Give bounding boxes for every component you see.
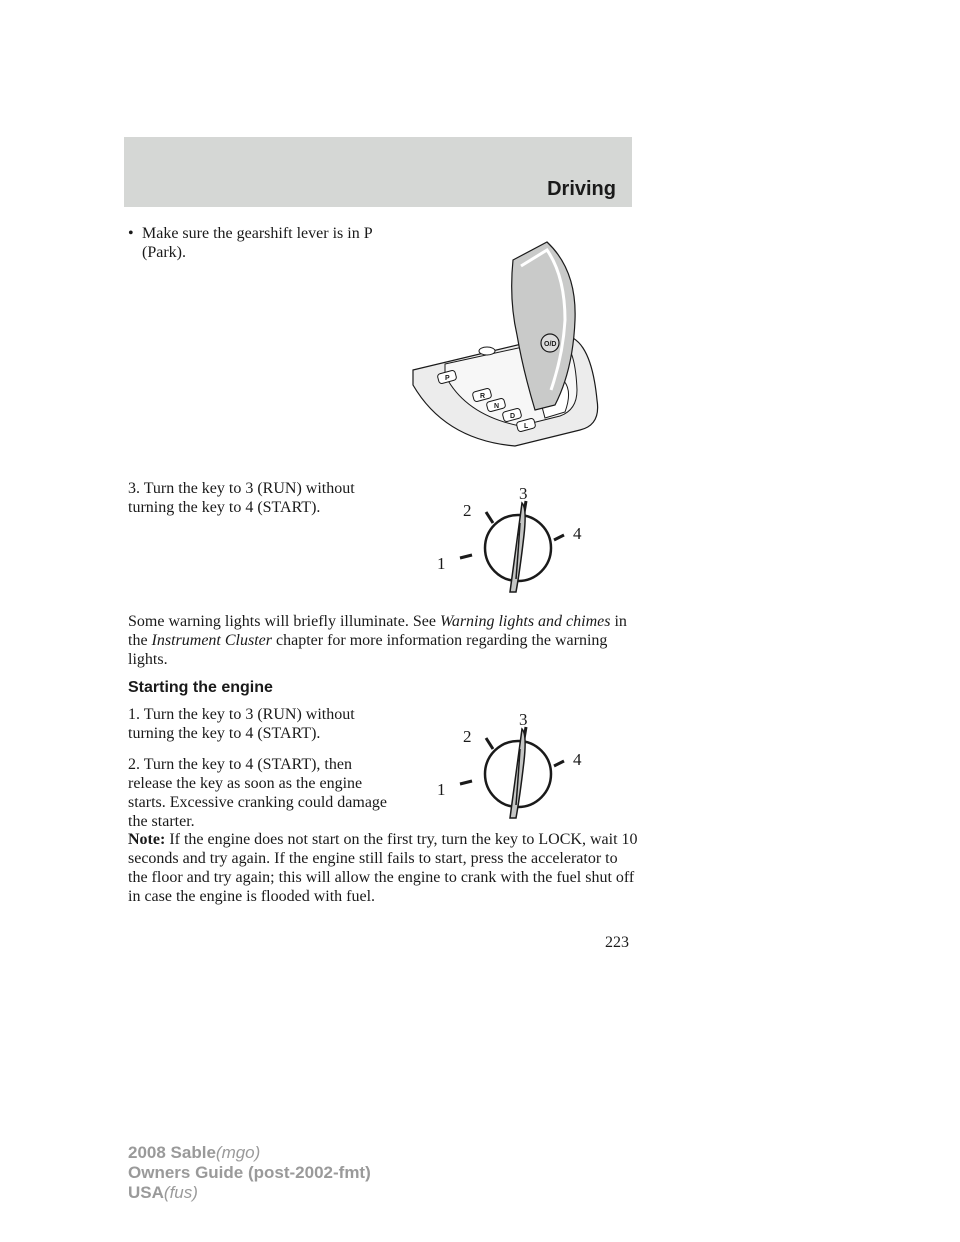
footer-market-code: (fus) [163,1183,198,1202]
section-title: Driving [547,178,616,200]
gear-label-r: R [480,393,486,400]
start-step2-text: 2. Turn the key to 4 (START), then release the key as soon as the engine starts. Excessive cranking could damage the starter. [128,756,388,830]
dial-label-3: 3 [519,710,528,729]
header-band [124,137,632,207]
warning-suffix: chapter for more information regarding the warning lights. [128,632,608,668]
dial-label-4: 4 [573,750,582,769]
start-step1-text: 1. Turn the key to 3 (RUN) without turning the key to 4 (START). [128,706,355,742]
note-text: If the engine does not start on the first try, turn the key to LOCK, wait 10 seconds and try again. If the engine still fails to start, press the accelerator to the floor and try again; this will allow the engine to crank with the fuel shut off in case the engine is flooded with fuel. [128,831,638,905]
footer-guide: Owners Guide (post-2002-fmt) [128,1163,371,1182]
warning-paragraph [128,612,628,669]
page-number: 223 [605,934,629,951]
warning-link-1: Warning lights and chimes [439,613,611,630]
dial-label-1: 1 [437,780,446,799]
note-label: Note: [128,831,166,848]
footer-model-code: (mgo) [215,1143,261,1162]
overdrive-label: O/D [544,341,557,348]
footer [128,1143,371,1203]
dial-label-3: 3 [519,484,528,503]
gear-label-l: L [524,423,529,430]
footer-line-2 [128,1163,371,1183]
ignition-dial-1 [430,475,600,605]
gearshift-illustration [405,240,605,450]
starting-heading: Starting the engine [128,679,273,696]
warning-prefix: Some warning lights will briefly illuminate. See [128,613,436,630]
bullet-item [128,224,398,262]
footer-line-1 [128,1143,371,1163]
ignition-dial-2 [430,701,600,831]
footer-line-3 [128,1183,371,1203]
note-paragraph [128,830,638,906]
warning-link-2: Instrument Cluster [151,632,272,649]
footer-market: USA [128,1183,164,1202]
warning-middle: in the [128,613,627,649]
gear-label-p: P [445,375,450,382]
dial-label-1: 1 [437,554,446,573]
gate-indicator [479,347,495,355]
bullet-text: Make sure the gearshift lever is in P (Park). [142,225,373,261]
gear-label-n: N [494,403,500,410]
footer-model: 2008 Sable [128,1143,216,1162]
bullet-dot: • [128,225,134,242]
step3-text: 3. Turn the key to 3 (RUN) without turning the key to 4 (START). [128,480,355,516]
dial-label-2: 2 [463,501,472,520]
dial-label-2: 2 [463,727,472,746]
gear-label-d: D [510,413,516,420]
dial-label-4: 4 [573,524,582,543]
